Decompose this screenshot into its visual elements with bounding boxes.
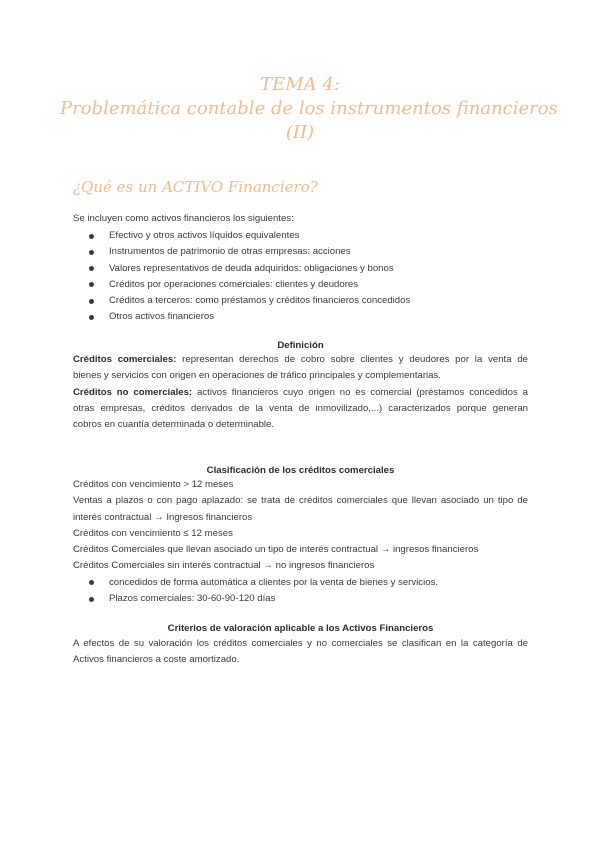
document-title: [60, 73, 558, 145]
definition-paragraph: [73, 352, 528, 433]
bullet-icon: [89, 597, 94, 602]
definition-line: bienes y servicios con origen en operaciones de tráfico principales y complementarias.: [73, 370, 441, 382]
classification-paragraph: Ventas a plazos o con pago aplazado: se trata de créditos comerciales que llevan asociado un tipo de interés contractual → Ingresos financieros: [73, 495, 528, 523]
classification-block: [73, 477, 528, 607]
list-item: Créditos a terceros: como préstamos y créditos financieros concedidos: [73, 293, 528, 309]
bullet-icon: [89, 315, 94, 320]
title-line-1: TEMA 4:: [260, 74, 340, 95]
classification-line: Créditos con vencimiento > 12 meses: [73, 479, 234, 490]
intro-text: Se incluyen como activos financieros los siguientes:: [73, 213, 294, 224]
classification-list: [73, 575, 528, 608]
list-item: Efectivo y otros activos líquidos equivalentes: [73, 228, 528, 244]
list-item: Otros activos financieros: [73, 309, 528, 325]
classification-line: Créditos Comerciales que llevan asociado un tipo de interés contractual → ingresos financieros: [73, 544, 479, 556]
definition-line: cobros en cuantía determinada o determinable.: [73, 419, 275, 431]
bullet-icon: [89, 282, 94, 287]
list-item: Valores representativos de deuda adquiridos: obligaciones y bonos: [73, 261, 528, 277]
bullet-icon: [89, 580, 94, 585]
definition-line: Créditos comerciales: representan derechos de cobro sobre clientes y deudores por la venta de: [73, 354, 528, 365]
definition-line: Créditos no comerciales: activos financieros cuyo origen no es comercial (préstamos concedidos a: [73, 386, 528, 398]
bullet-icon: [89, 234, 94, 239]
title-line-3: (II): [285, 122, 315, 143]
classification-line: Créditos Comerciales sin interés contractual → no ingresos financieros: [73, 560, 375, 572]
section-heading: ¿Qué es un ACTIVO Financiero?: [73, 178, 318, 196]
classification-line: Créditos con vencimiento ≤ 12 meses: [73, 527, 233, 539]
term-creditos-no-comerciales: Créditos no comerciales:: [73, 386, 193, 398]
list-item: Plazos comerciales: 30-60-90-120 días: [73, 591, 528, 607]
assets-list: [73, 228, 528, 326]
title-line-2: Problemática contable de los instrumentos financieros: [60, 98, 558, 119]
definition-line: otras empresas, créditos derivados de la venta de inmovilizado,...) caracterizados porque generan: [73, 402, 528, 414]
bullet-icon: [89, 299, 94, 304]
bullet-icon: [89, 266, 94, 271]
definition-heading: Definición: [277, 340, 324, 351]
criteria-paragraph: A efectos de su valoración los créditos comerciales y no comerciales se clasifican en la categoría de Activos financieros a coste amortizado.: [73, 638, 528, 666]
assets-list-container: [73, 228, 528, 326]
criteria-heading: Criterios de valoración aplicable a los Activos Financieros: [167, 623, 434, 634]
list-item: concedidos de forma automática a clientes por la venta de bienes y servicios.: [73, 575, 528, 591]
list-item: Instrumentos de patrimonio de otras empresas: acciones: [73, 244, 528, 260]
term-creditos-comerciales: Créditos comerciales:: [73, 354, 177, 365]
list-item: Créditos por operaciones comerciales: clientes y deudores: [73, 277, 528, 293]
bullet-icon: [89, 250, 94, 255]
classification-heading: Clasificación de los créditos comerciales: [206, 465, 395, 476]
